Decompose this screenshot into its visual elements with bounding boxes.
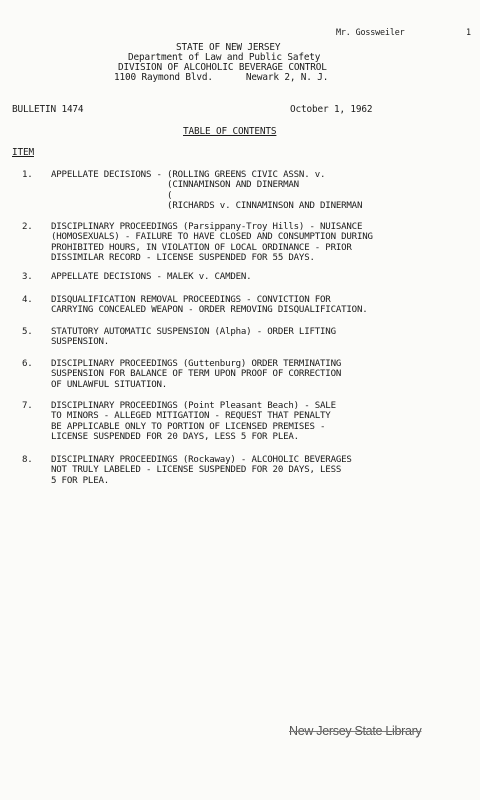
item-text-line: BE APPLICABLE ONLY TO PORTION OF LICENSED PREMISES -: [51, 421, 326, 432]
item-text-line: DISCIPLINARY PROCEEDINGS (Rockaway) - ALCOHOLIC BEVERAGES: [51, 455, 352, 465]
department-heading: Department of Law and Public Safety: [128, 52, 321, 63]
item-text-line: TO MINORS - ALLEGED MITIGATION - REQUEST THAT PENALTY: [51, 411, 331, 422]
item-number: 8.: [22, 455, 33, 465]
item-text-line: APPELLATE DECISIONS - (ROLLING GREENS CIVIC ASSN. v.: [51, 170, 326, 180]
toc-title: TABLE OF CONTENTS: [183, 126, 277, 137]
item-number: 6.: [22, 359, 33, 369]
state-heading: STATE OF NEW JERSEY: [176, 42, 281, 53]
handwritten-annotation: Mr. Gossweiler: [336, 27, 405, 37]
page-number: 1: [466, 27, 471, 37]
item-text-line: LICENSE SUSPENDED FOR 20 DAYS, LESS 5 FOR PLEA.: [51, 432, 299, 443]
item-text-line: PROHIBITED HOURS, IN VIOLATION OF LOCAL ORDINANCE - PRIOR: [51, 242, 352, 253]
item-text-line: (RICHARDS v. CINNAMINSON AND DINERMAN: [51, 201, 363, 212]
item-text-line: (: [51, 190, 173, 201]
item-number: 3.: [22, 272, 33, 282]
item-text-line: (HOMOSEXUALS) - FAILURE TO HAVE CLOSED AND CONSUMPTION DURING: [51, 232, 373, 243]
item-text-line: 5 FOR PLEA.: [51, 475, 110, 486]
item-text-line: NOT TRULY LABELED - LICENSE SUSPENDED FOR 20 DAYS, LESS: [51, 465, 342, 476]
item-text-line: STATUTORY AUTOMATIC SUSPENSION (Alpha) - ORDER LIFTING: [51, 327, 336, 337]
item-number: 2.: [22, 222, 33, 232]
item-text-line: DISCIPLINARY PROCEEDINGS (Parsippany-Troy Hills) - NUISANCE: [51, 222, 363, 232]
item-text-line: SUSPENSION FOR BALANCE OF TERM UPON PROOF OF CORRECTION: [51, 369, 342, 380]
item-text-line: SUSPENSION.: [51, 337, 110, 348]
item-text-line: CARRYING CONCEALED WEAPON - ORDER REMOVING DISQUALIFICATION.: [51, 305, 368, 316]
item-text-line: APPELLATE DECISIONS - MALEK v. CAMDEN.: [51, 272, 252, 282]
item-text-line: DISCIPLINARY PROCEEDINGS (Point Pleasant Beach) - SALE: [51, 401, 336, 411]
item-text-line: DISQUALIFICATION REMOVAL PROCEEDINGS - CONVICTION FOR: [51, 295, 331, 305]
item-text-line: DISCIPLINARY PROCEEDINGS (Guttenburg) ORDER TERMINATING: [51, 359, 342, 369]
item-number: 4.: [22, 295, 33, 305]
address-line: 1100 Raymond Blvd. Newark 2, N. J.: [114, 72, 329, 83]
bulletin-date: October 1, 1962: [290, 104, 373, 115]
bulletin-number: BULLETIN 1474: [12, 104, 84, 115]
item-heading: ITEM: [12, 147, 34, 158]
division-heading: DIVISION OF ALCOHOLIC BEVERAGE CONTROL: [118, 62, 327, 73]
item-number: 5.: [22, 327, 33, 337]
item-text-line: DISSIMILAR RECORD - LICENSE SUSPENDED FOR 55 DAYS.: [51, 253, 315, 264]
item-text-line: OF UNLAWFUL SITUATION.: [51, 379, 168, 390]
item-number: 7.: [22, 401, 33, 411]
item-number: 1.: [22, 170, 33, 180]
library-stamp: New Jersey State Library: [289, 724, 422, 738]
item-text-line: (CINNAMINSON AND DINERMAN: [51, 180, 299, 191]
